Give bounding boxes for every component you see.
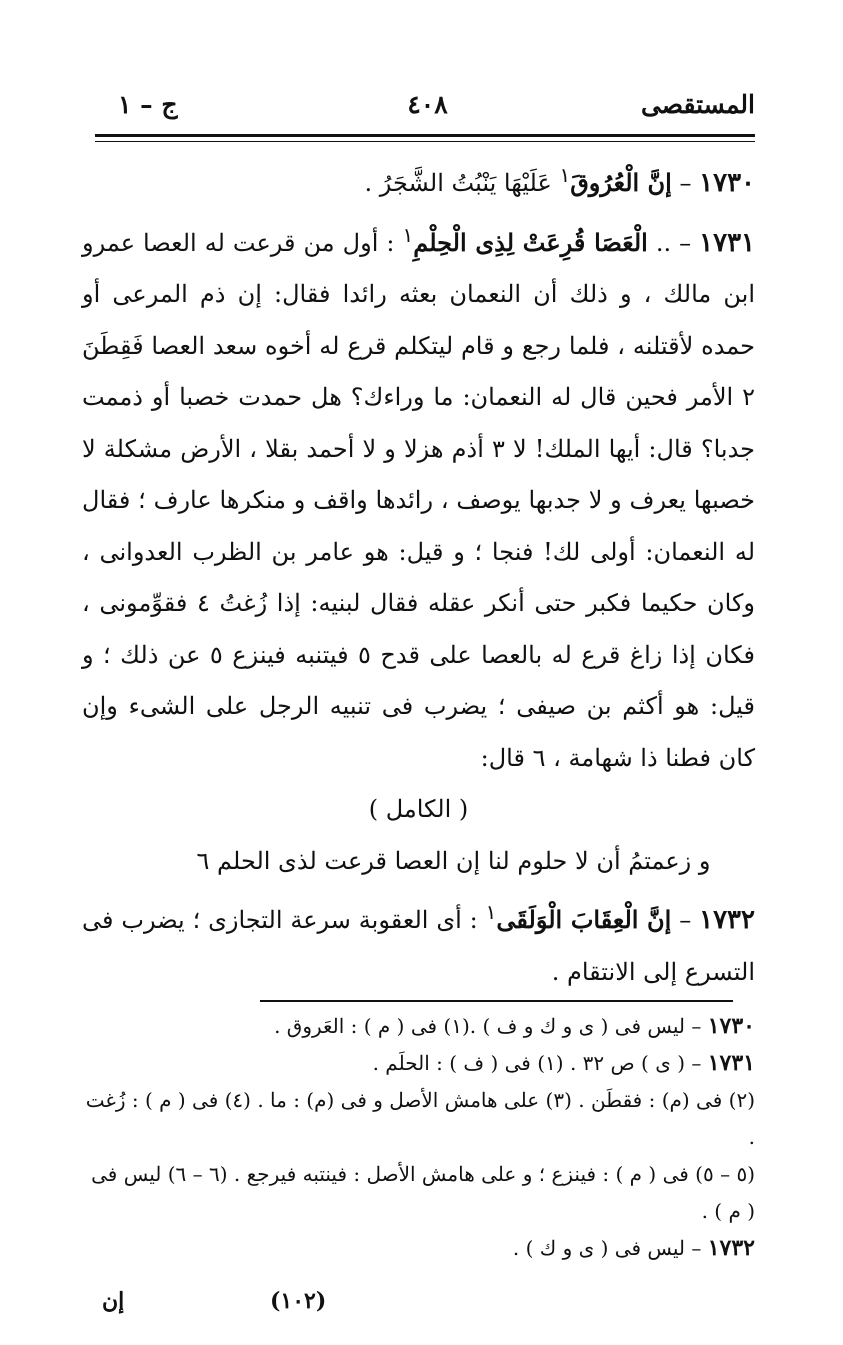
proverb-text: إنَّ الْعِقَابَ الْوَلَقَى — [496, 905, 672, 934]
footnote-line — [82, 1082, 755, 1156]
entry-number: ١٧٣١ — [699, 227, 755, 258]
page-footer — [82, 1288, 755, 1328]
main-text — [82, 150, 755, 998]
entry-1730 — [82, 150, 755, 210]
footnote-entry-number: ١٧٣١ — [707, 1050, 755, 1076]
footnote-mark: ١ — [559, 163, 571, 187]
page-number: ٤٠٨ — [407, 90, 448, 119]
footnote-mark: ١ — [485, 900, 497, 924]
footnote-dash: – — [691, 1014, 702, 1038]
entry-dash: – .. — [655, 228, 692, 257]
entry-1732 — [82, 887, 755, 998]
footnotes — [82, 1008, 755, 1267]
entry-1731 — [82, 210, 755, 785]
proverb-text: إنَّ الْعُرُوقَ — [570, 168, 672, 197]
poem-meter: ( الكامل ) — [368, 795, 469, 823]
catchword: إن — [102, 1288, 125, 1314]
footnote-dash: – — [691, 1051, 702, 1075]
footnote-line — [82, 1230, 755, 1267]
footnote-entry-number: ١٧٣٢ — [707, 1235, 755, 1261]
footnote-entry-number: ١٧٣٠ — [707, 1013, 755, 1039]
poem-verse: و زعمتمُ أن لا حلوم لنا إن العصا قرعت لذى الحلم ٦ — [196, 846, 711, 875]
entry-dash: – — [679, 169, 692, 197]
entry-text: : أول من قرعت له العصا عمرو ابن مالك ، و ذلك أن النعمان بعثه رائدا فقال: إن ذم المرعى أو حمده لأقتلنه ، فلما رجع و قام ليتكلم قرع له أخوه سعد العصا فَقِطَنَ ٢ الأمر فحين قال له النعمان: ما وراءك؟ هل حمدت خصبا أو ذممت جدبا؟ قال: أيها الملك! لا ٣ أذم هزلا و لا أحمد بقلا ، الأرض مشكلة لا خصبها يعرف و لا جدبها يوصف ، رائدها واقف و منكرها عارف ؛ فقال له النعمان: أولى لك! فنجا ؛ و قيل: هو عامر بن الظرب العدوانى ، وكان حكيما فكبر حتى أنكر عقله فقال لبنيه: إذا زُغتُ ٤ فقوِّمونى ، فكان إذا زاغ قرع له بالعصا على قدح ٥ فيتنبه فينزع ٥ عن ذلك ؛ و قيل: هو أكثم بن صيفى ؛ يضرب فى تنبيه الرجل على الشىء وإن كان فطنا ذا شهامة ، ٦ قال: — [82, 228, 756, 772]
volume-label: ج – ١ — [118, 90, 178, 119]
header-rule-thick — [95, 134, 755, 137]
footnote-text: (٢) فى (م) : فقطَن . (٣) على هامش الأصل و فى (م) : ما . (٤) فى ( م ) : زُغت . — [85, 1088, 755, 1149]
entry-text: : أى العقوبة سرعة التجازى ؛ يضرب فى التسرع إلى الانتقام . — [82, 906, 755, 986]
proverb-text: الْعَصَا قُرِعَتْ لِذِى الْحِلْمِ — [413, 227, 648, 257]
entry-text: عَلَيْهَا يَنْبُتُ الشَّجَرُ . — [364, 169, 552, 197]
entry-dash: – — [679, 906, 692, 934]
book-title: المستقصى — [640, 90, 755, 119]
running-header — [100, 88, 755, 128]
signature-mark: (١٠٢) — [270, 1288, 327, 1314]
footnote-line — [82, 1156, 755, 1230]
footnote-text: (٥ – ٥) فى ( م ) : فينزع ؛ و على هامش الأصل : فينتبه فيرجع . (٦ – ٦) ليس فى ( م ) . — [91, 1162, 755, 1223]
footnote-text: ليس فى ( ى و ك و ف ) .(١) فى ( م ) : العَروق . — [274, 1014, 686, 1038]
footnote-line — [82, 1008, 755, 1045]
footnote-text: ( ى ) ص ٣٢ . (١) فى ( ف ) : الحلَم . — [372, 1051, 686, 1075]
footnote-text: ليس فى ( ى و ك ) . — [512, 1236, 686, 1260]
footnote-line — [82, 1045, 755, 1082]
footnote-mark: ١ — [402, 222, 414, 247]
footnote-separator — [260, 1000, 733, 1002]
footnote-dash: – — [691, 1236, 702, 1260]
entry-number: ١٧٣٢ — [699, 905, 755, 935]
header-rule-thin — [95, 141, 755, 142]
entry-number: ١٧٣٠ — [699, 168, 755, 198]
